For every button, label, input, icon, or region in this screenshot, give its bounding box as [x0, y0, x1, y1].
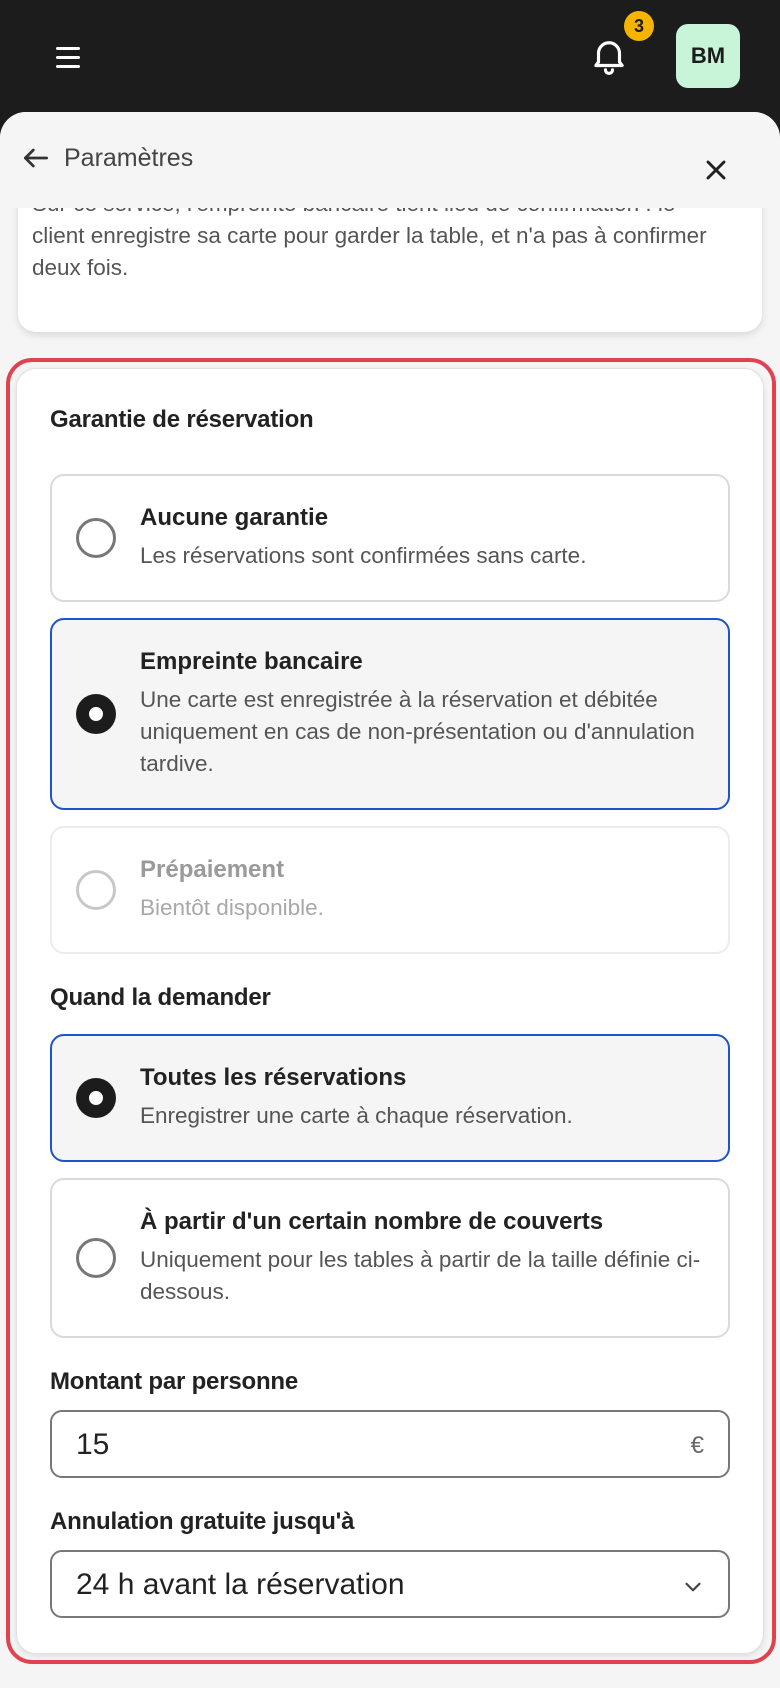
radio-no-guarantee[interactable] — [76, 518, 116, 558]
option-description: Uniquement pour les tables à partir de la taille définie ci-dessous. — [140, 1247, 701, 1304]
amount-input[interactable] — [50, 1410, 730, 1478]
top-bar — [0, 0, 780, 112]
amount-value[interactable]: 15 — [76, 1428, 110, 1461]
sheet-header — [0, 112, 780, 208]
option-no-guarantee[interactable] — [50, 474, 730, 602]
radio-prepayment — [76, 870, 116, 910]
settings-sheet — [0, 112, 780, 1688]
radio-all-reservations[interactable] — [76, 1078, 116, 1118]
bell-icon[interactable] — [588, 34, 630, 76]
close-icon[interactable] — [700, 154, 732, 186]
when-section-title: Quand la demander — [50, 984, 271, 1011]
option-title: Prépaiement — [140, 856, 285, 883]
option-description: Enregistrer une carte à chaque réservation. — [140, 1103, 573, 1128]
option-min-covers[interactable] — [50, 1178, 730, 1338]
cancellation-select[interactable] — [50, 1550, 730, 1618]
avatar[interactable]: BM — [676, 24, 740, 88]
notification-badge: 3 — [624, 11, 654, 41]
option-title: Toutes les réservations — [140, 1064, 407, 1091]
option-title: À partir d'un certain nombre de couverts — [140, 1208, 604, 1235]
menu-icon[interactable] — [48, 37, 88, 77]
chevron-down-icon[interactable] — [680, 1574, 706, 1600]
cancellation-label: Annulation gratuite jusqu'à — [50, 1508, 355, 1535]
option-title: Aucune garantie — [140, 504, 329, 531]
info-text: client enregistre sa carte pour garder la table, et n'a pas à confirmer deux fois. — [32, 223, 707, 280]
option-prepayment — [50, 826, 730, 954]
guarantee-section-title: Garantie de réservation — [50, 406, 314, 433]
option-title: Empreinte bancaire — [140, 648, 363, 675]
option-all-reservations[interactable] — [50, 1034, 730, 1162]
radio-min-covers[interactable] — [76, 1238, 116, 1278]
radio-card-imprint[interactable] — [76, 694, 116, 734]
amount-label: Montant par personne — [50, 1368, 299, 1395]
cancellation-value[interactable]: 24 h avant la réservation — [76, 1568, 405, 1601]
option-card-imprint[interactable] — [50, 618, 730, 810]
option-description: Bientôt disponible. — [140, 895, 324, 920]
currency-suffix: € — [690, 1432, 704, 1459]
option-description: Une carte est enregistrée à la réservation et débitée uniquement en cas de non-présentation ou d'annulation tardive. — [140, 687, 695, 776]
option-description: Les réservations sont confirmées sans carte. — [140, 543, 587, 568]
page-title: Paramètres — [64, 144, 194, 172]
back-arrow-icon[interactable] — [20, 142, 52, 174]
